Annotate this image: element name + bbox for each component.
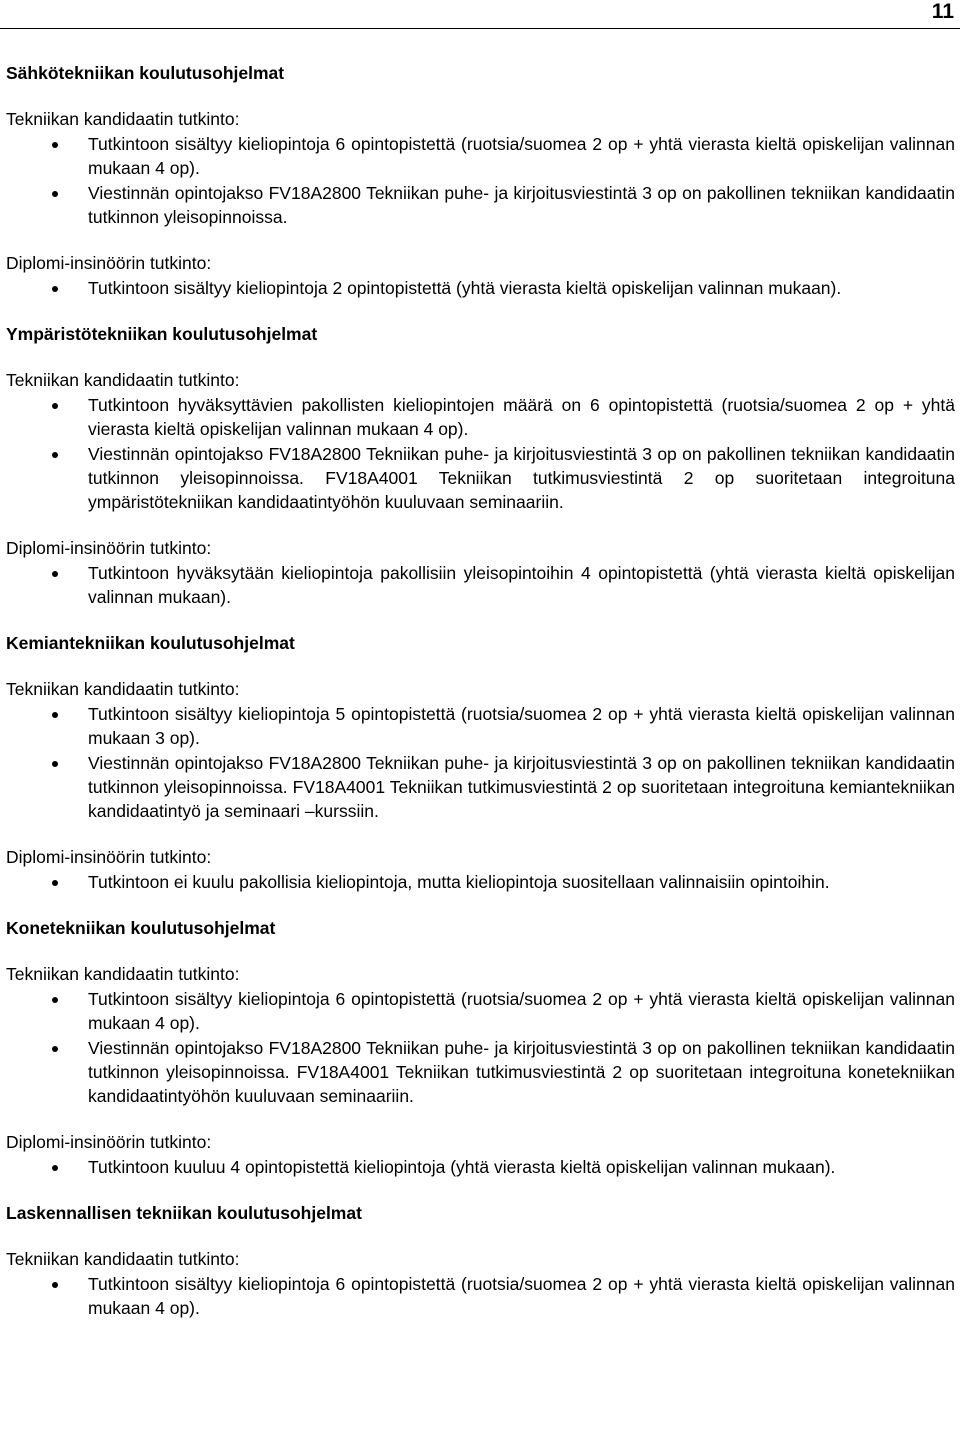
bullet-list xyxy=(6,1155,955,1179)
program-section xyxy=(6,916,955,1179)
bullet-list xyxy=(6,702,955,823)
list-item: Tutkintoon ei kuulu pakollisia kieliopintoja, mutta kieliopintoja suositellaan valinnaisiin opintoihin. xyxy=(6,870,955,894)
bullet-list xyxy=(6,561,955,609)
bullet-list xyxy=(6,132,955,229)
document-body xyxy=(6,61,955,1342)
list-item: Viestinnän opintojakso FV18A2800 Tekniikan puhe- ja kirjoitusviestintä 3 op on pakollinen tekniikan kandidaatin tutkinnon yleisopinnoissa. FV18A4001 Tekniikan tutkimusviestintä 2 op suoritetaan integroituna kemiantekniikan kandidaatintyö ja seminaari –kurssiin. xyxy=(6,751,955,823)
list-item: Tutkintoon hyväksyttävien pakollisten kieliopintojen määrä on 6 opintopistettä (ruotsia/suomea 2 op + yhtä vierasta kieltä opiskelijan valinnan mukaan 4 op). xyxy=(6,393,955,441)
bullet-list xyxy=(6,276,955,300)
list-item: Tutkintoon sisältyy kieliopintoja 2 opintopistettä (yhtä vierasta kieltä opiskelijan valinnan mukaan). xyxy=(6,276,955,300)
section-title: Ympäristötekniikan koulutusohjelmat xyxy=(6,324,318,344)
list-item: Tutkintoon hyväksytään kieliopintoja pakollisiin yleisopintoihin 4 opintopistettä (yhtä vierasta kieltä opiskelijan valinnan mukaan). xyxy=(6,561,955,609)
page-number: 11 xyxy=(931,0,954,23)
list-item: Tutkintoon sisältyy kieliopintoja 6 opintopistettä (ruotsia/suomea 2 op + yhtä vierasta kieltä opiskelijan valinnan mukaan 4 op). xyxy=(6,1272,955,1320)
bullet-list xyxy=(6,987,955,1108)
bullet-list xyxy=(6,1272,955,1320)
list-item: Tutkintoon sisältyy kieliopintoja 6 opintopistettä (ruotsia/suomea 2 op + yhtä vierasta kieltä opiskelijan valinnan mukaan 4 op). xyxy=(6,132,955,180)
program-section xyxy=(6,631,955,894)
program-section xyxy=(6,61,955,300)
section-title: Konetekniikan koulutusohjelmat xyxy=(6,918,276,938)
degree-heading: Tekniikan kandidaatin tutkinto: xyxy=(6,964,240,984)
list-item: Tutkintoon sisältyy kieliopintoja 6 opintopistettä (ruotsia/suomea 2 op + yhtä vierasta kieltä opiskelijan valinnan mukaan 4 op). xyxy=(6,987,955,1035)
degree-heading: Diplomi-insinöörin tutkinto: xyxy=(6,538,212,558)
degree-heading: Tekniikan kandidaatin tutkinto: xyxy=(6,109,240,129)
degree-heading: Diplomi-insinöörin tutkinto: xyxy=(6,1132,212,1152)
degree-heading: Diplomi-insinöörin tutkinto: xyxy=(6,847,212,867)
section-title: Kemiantekniikan koulutusohjelmat xyxy=(6,633,295,653)
page-header xyxy=(0,0,960,29)
list-item: Viestinnän opintojakso FV18A2800 Tekniikan puhe- ja kirjoitusviestintä 3 op on pakollinen tekniikan kandidaatin tutkinnon yleisopinnoissa. xyxy=(6,181,955,229)
program-section xyxy=(6,1201,955,1320)
list-item: Tutkintoon kuuluu 4 opintopistettä kieliopintoja (yhtä vierasta kieltä opiskelijan valinnan mukaan). xyxy=(6,1155,955,1179)
degree-heading: Diplomi-insinöörin tutkinto: xyxy=(6,253,212,273)
degree-heading: Tekniikan kandidaatin tutkinto: xyxy=(6,370,240,390)
program-section xyxy=(6,322,955,609)
degree-heading: Tekniikan kandidaatin tutkinto: xyxy=(6,679,240,699)
degree-heading: Tekniikan kandidaatin tutkinto: xyxy=(6,1249,240,1269)
list-item: Tutkintoon sisältyy kieliopintoja 5 opintopistettä (ruotsia/suomea 2 op + yhtä vierasta kieltä opiskelijan valinnan mukaan 3 op). xyxy=(6,702,955,750)
list-item: Viestinnän opintojakso FV18A2800 Tekniikan puhe- ja kirjoitusviestintä 3 op on pakollinen tekniikan kandidaatin tutkinnon yleisopinnoissa. FV18A4001 Tekniikan tutkimusviestintä 2 op suoritetaan integroituna ympäristötekniikan kandidaatintyöhön kuuluvaan seminaariin. xyxy=(6,442,955,514)
list-item: Viestinnän opintojakso FV18A2800 Tekniikan puhe- ja kirjoitusviestintä 3 op on pakollinen tekniikan kandidaatin tutkinnon yleisopinnoissa. FV18A4001 Tekniikan tutkimusviestintä 2 op suoritetaan integroituna konetekniikan kandidaatintyöhön kuuluvaan seminaariin. xyxy=(6,1036,955,1108)
bullet-list xyxy=(6,870,955,894)
section-title: Sähkötekniikan koulutusohjelmat xyxy=(6,63,285,83)
section-title: Laskennallisen tekniikan koulutusohjelmat xyxy=(6,1203,362,1223)
bullet-list xyxy=(6,393,955,514)
